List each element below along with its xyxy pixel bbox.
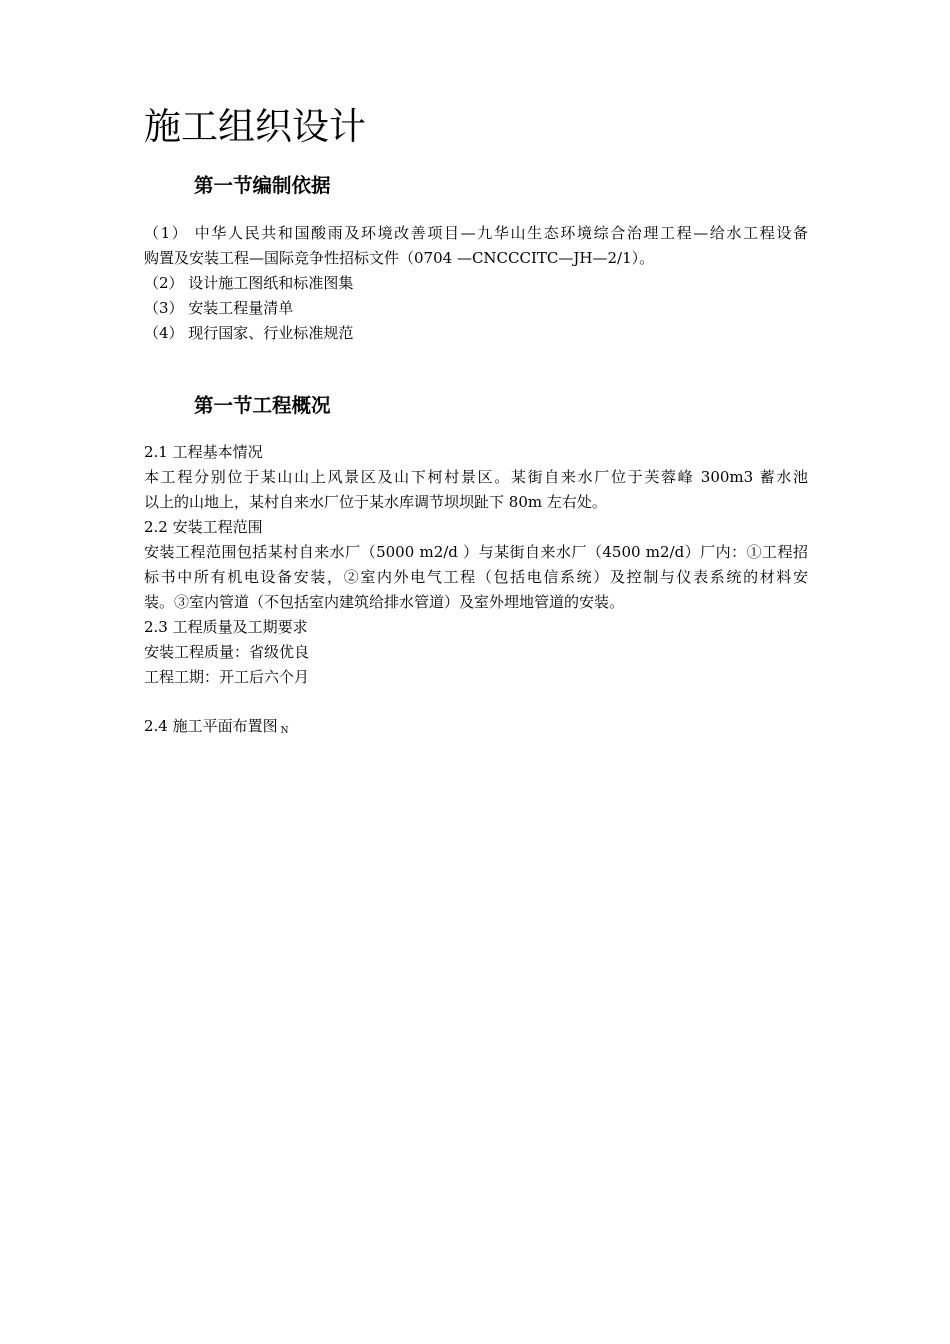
subsection-2-1-title: 2.1 工程基本情况 [144,443,263,461]
section-heading-overview: 第一节工程概况 [194,394,331,417]
subsection-2-2-text-line-3: 装。③室内管道（不包括室内建筑给排水管道）及室外埋地管道的安装。 [144,593,625,611]
subsection-2-4-line [144,714,808,739]
section-heading-basis: 第一节编制依据 [194,174,331,197]
basis-list [144,221,808,346]
subsection-2-3-period: 工程工期：开工后六个月 [144,668,310,686]
subsection-2-1-text-line-2: 以上的山地上，某村自来水厂位于某水库调节坝坝趾下 80m 左右处。 [144,493,607,511]
basis-item-2: （2） 设计施工图纸和标准图集 [144,274,354,292]
subsection-2-3-quality: 安装工程质量：省级优良 [144,643,310,661]
subsection-2-2-text-line-1: 安装工程范围包括某村自来水厂（5000 m2/d ）与某街自来水厂（4500 m2/d）厂内：①工程招 [144,543,808,561]
overview-body [144,440,808,690]
basis-item-3: （3） 安装工程量清单 [144,299,294,317]
basis-item-4: （4） 现行国家、行业标准规范 [144,324,354,342]
basis-item-1-line-2: 购置及安装工程—国际竞争性招标文件（0704 —CNCCCITC—JH—2/1）。 [144,249,655,267]
north-mark: N [280,726,289,736]
subsection-2-1-text-line-1: 本工程分别位于某山山上风景区及山下柯村景区。某街自来水厂位于芙蓉峰 300m3 蓄水池 [144,468,808,486]
basis-item-1-line-1: （1） 中华人民共和国酸雨及环境改善项目—九华山生态环境综合治理工程—给水工程设备 [144,224,808,242]
document-title: 施工组织设计 [144,105,366,148]
subsection-2-3-title: 2.3 工程质量及工期要求 [144,618,308,636]
layout-plan-heading [144,714,808,739]
subsection-2-2-text-line-2: 标书中所有机电设备安装，②室内外电气工程（包括电信系统）及控制与仪表系统的材料安 [144,568,808,586]
subsection-2-2-title: 2.2 安装工程范围 [144,518,263,536]
subsection-2-4-title: 2.4 施工平面布置图 [144,717,278,735]
